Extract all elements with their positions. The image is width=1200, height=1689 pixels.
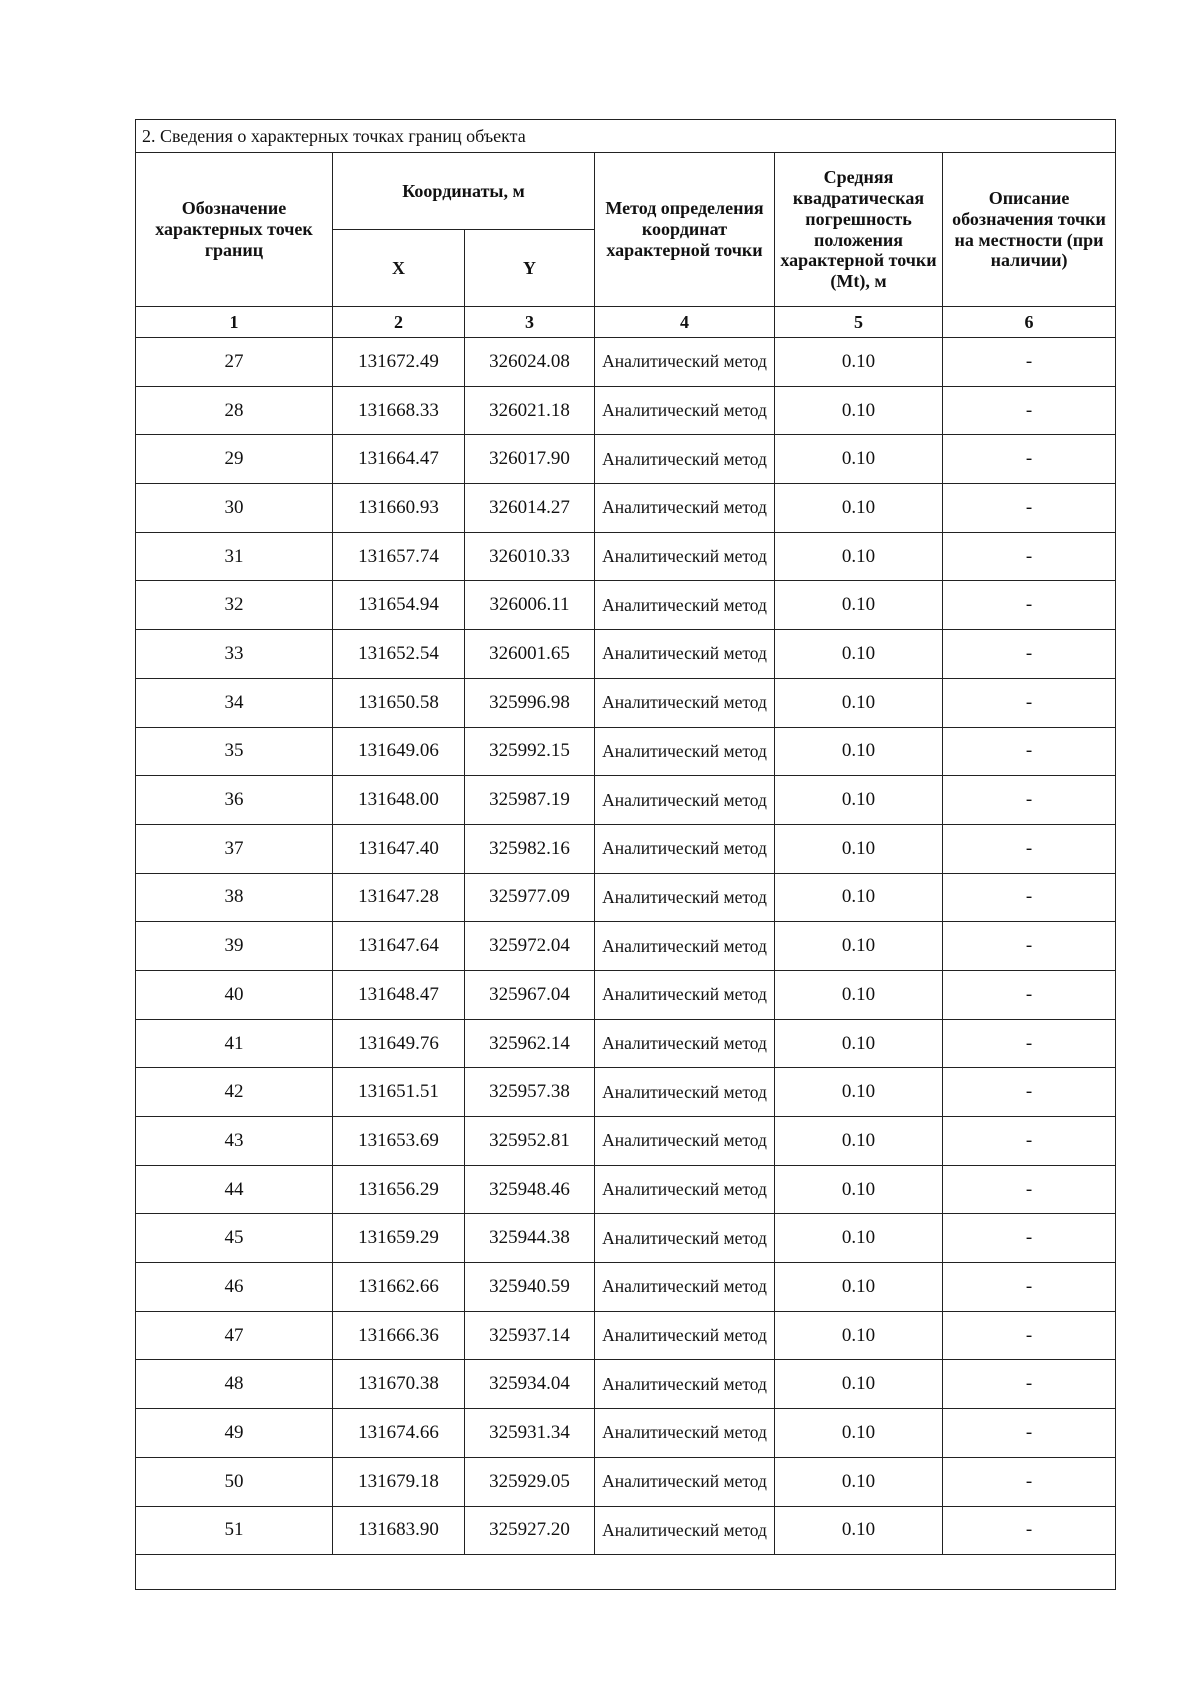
cell-point: 47 [136, 1311, 333, 1360]
section-title: 2. Сведения о характерных точках границ объекта [136, 120, 1116, 153]
table-row [136, 1409, 1116, 1458]
cell-description: - [943, 678, 1116, 727]
empty-cell [136, 1555, 1116, 1590]
cell-y: 326024.08 [465, 338, 595, 387]
cell-y: 325962.14 [465, 1019, 595, 1068]
cell-y: 325948.46 [465, 1165, 595, 1214]
cell-point: 33 [136, 630, 333, 679]
cell-x: 131648.00 [333, 776, 465, 825]
cell-description: - [943, 727, 1116, 776]
cell-description: - [943, 386, 1116, 435]
cell-x: 131657.74 [333, 532, 465, 581]
cell-method: Аналитический метод [595, 678, 775, 727]
column-number: 1 [136, 307, 333, 338]
cell-y: 326014.27 [465, 484, 595, 533]
cell-description: - [943, 970, 1116, 1019]
cell-method: Аналитический метод [595, 1263, 775, 1312]
table-row [136, 338, 1116, 387]
cell-description: - [943, 1214, 1116, 1263]
cell-error: 0.10 [775, 1506, 943, 1555]
cell-description: - [943, 435, 1116, 484]
cell-description: - [943, 1263, 1116, 1312]
cell-x: 131683.90 [333, 1506, 465, 1555]
cell-error: 0.10 [775, 727, 943, 776]
table-row [136, 1068, 1116, 1117]
cell-x: 131653.69 [333, 1117, 465, 1166]
cell-error: 0.10 [775, 1117, 943, 1166]
cell-error: 0.10 [775, 435, 943, 484]
cell-point: 44 [136, 1165, 333, 1214]
cell-y: 325944.38 [465, 1214, 595, 1263]
cell-description: - [943, 1311, 1116, 1360]
cell-method: Аналитический метод [595, 1409, 775, 1458]
table-row [136, 678, 1116, 727]
table-row [136, 1165, 1116, 1214]
cell-error: 0.10 [775, 1311, 943, 1360]
table-row [136, 824, 1116, 873]
cell-point: 36 [136, 776, 333, 825]
cell-description: - [943, 1409, 1116, 1458]
cell-method: Аналитический метод [595, 1360, 775, 1409]
boundary-points-table [135, 119, 1116, 1590]
cell-method: Аналитический метод [595, 727, 775, 776]
cell-point: 39 [136, 922, 333, 971]
table-row [136, 581, 1116, 630]
cell-error: 0.10 [775, 1360, 943, 1409]
cell-x: 131664.47 [333, 435, 465, 484]
cell-error: 0.10 [775, 1214, 943, 1263]
cell-y: 325967.04 [465, 970, 595, 1019]
cell-x: 131670.38 [333, 1360, 465, 1409]
cell-description: - [943, 630, 1116, 679]
column-number: 5 [775, 307, 943, 338]
table-row [136, 1457, 1116, 1506]
cell-error: 0.10 [775, 1019, 943, 1068]
cell-y: 325934.04 [465, 1360, 595, 1409]
table-row [136, 1117, 1116, 1166]
cell-y: 325957.38 [465, 1068, 595, 1117]
cell-method: Аналитический метод [595, 532, 775, 581]
cell-description: - [943, 1506, 1116, 1555]
cell-x: 131674.66 [333, 1409, 465, 1458]
cell-description: - [943, 1068, 1116, 1117]
header-row-top [136, 153, 1116, 230]
column-number: 4 [595, 307, 775, 338]
table-row [136, 970, 1116, 1019]
header-description: Описание обозначения точки на местности (при наличии) [943, 153, 1116, 307]
cell-x: 131662.66 [333, 1263, 465, 1312]
cell-x: 131668.33 [333, 386, 465, 435]
cell-y: 326017.90 [465, 435, 595, 484]
cell-method: Аналитический метод [595, 922, 775, 971]
cell-error: 0.10 [775, 484, 943, 533]
cell-x: 131649.06 [333, 727, 465, 776]
cell-x: 131652.54 [333, 630, 465, 679]
cell-point: 41 [136, 1019, 333, 1068]
cell-error: 0.10 [775, 1409, 943, 1458]
cell-point: 29 [136, 435, 333, 484]
column-number: 2 [333, 307, 465, 338]
header-method: Метод определения координат характерной точки [595, 153, 775, 307]
cell-point: 48 [136, 1360, 333, 1409]
cell-y: 326006.11 [465, 581, 595, 630]
header-error: Средняя квадратическая погрешность положения характерной точки (Mt), м [775, 153, 943, 307]
cell-method: Аналитический метод [595, 1506, 775, 1555]
cell-method: Аналитический метод [595, 1117, 775, 1166]
cell-description: - [943, 338, 1116, 387]
cell-y: 325940.59 [465, 1263, 595, 1312]
cell-method: Аналитический метод [595, 435, 775, 484]
cell-method: Аналитический метод [595, 581, 775, 630]
cell-description: - [943, 532, 1116, 581]
cell-description: - [943, 1457, 1116, 1506]
cell-x: 131647.40 [333, 824, 465, 873]
cell-x: 131654.94 [333, 581, 465, 630]
header-x: X [333, 230, 465, 307]
cell-point: 31 [136, 532, 333, 581]
cell-x: 131651.51 [333, 1068, 465, 1117]
table-row [136, 1263, 1116, 1312]
cell-y: 326001.65 [465, 630, 595, 679]
cell-error: 0.10 [775, 1068, 943, 1117]
cell-point: 34 [136, 678, 333, 727]
cell-point: 30 [136, 484, 333, 533]
cell-x: 131648.47 [333, 970, 465, 1019]
cell-point: 45 [136, 1214, 333, 1263]
table-row [136, 1506, 1116, 1555]
cell-error: 0.10 [775, 1457, 943, 1506]
document-sheet [135, 119, 1115, 1590]
cell-x: 131650.58 [333, 678, 465, 727]
cell-point: 51 [136, 1506, 333, 1555]
cell-y: 326010.33 [465, 532, 595, 581]
cell-y: 325992.15 [465, 727, 595, 776]
cell-x: 131647.28 [333, 873, 465, 922]
cell-error: 0.10 [775, 873, 943, 922]
cell-error: 0.10 [775, 776, 943, 825]
cell-description: - [943, 873, 1116, 922]
cell-method: Аналитический метод [595, 338, 775, 387]
cell-method: Аналитический метод [595, 824, 775, 873]
cell-description: - [943, 776, 1116, 825]
cell-error: 0.10 [775, 338, 943, 387]
table-row [136, 776, 1116, 825]
cell-point: 35 [136, 727, 333, 776]
cell-method: Аналитический метод [595, 484, 775, 533]
cell-y: 325987.19 [465, 776, 595, 825]
cell-method: Аналитический метод [595, 1019, 775, 1068]
column-number: 3 [465, 307, 595, 338]
cell-point: 50 [136, 1457, 333, 1506]
cell-error: 0.10 [775, 1263, 943, 1312]
column-number: 6 [943, 307, 1116, 338]
table-row [136, 386, 1116, 435]
table-row [136, 727, 1116, 776]
cell-x: 131656.29 [333, 1165, 465, 1214]
cell-description: - [943, 1360, 1116, 1409]
cell-x: 131679.18 [333, 1457, 465, 1506]
table-row [136, 630, 1116, 679]
table-row [136, 435, 1116, 484]
cell-method: Аналитический метод [595, 776, 775, 825]
cell-x: 131647.64 [333, 922, 465, 971]
cell-description: - [943, 824, 1116, 873]
cell-description: - [943, 1117, 1116, 1166]
cell-method: Аналитический метод [595, 386, 775, 435]
empty-row [136, 1555, 1116, 1590]
cell-method: Аналитический метод [595, 1311, 775, 1360]
cell-y: 325937.14 [465, 1311, 595, 1360]
cell-error: 0.10 [775, 922, 943, 971]
cell-method: Аналитический метод [595, 1214, 775, 1263]
cell-error: 0.10 [775, 630, 943, 679]
header-point: Обозначение характерных точек границ [136, 153, 333, 307]
column-numbers-row [136, 307, 1116, 338]
header-y: Y [465, 230, 595, 307]
cell-x: 131672.49 [333, 338, 465, 387]
table-row [136, 1019, 1116, 1068]
cell-method: Аналитический метод [595, 873, 775, 922]
cell-error: 0.10 [775, 678, 943, 727]
cell-y: 325931.34 [465, 1409, 595, 1458]
cell-y: 325972.04 [465, 922, 595, 971]
cell-error: 0.10 [775, 970, 943, 1019]
cell-y: 325982.16 [465, 824, 595, 873]
table-row [136, 922, 1116, 971]
cell-error: 0.10 [775, 386, 943, 435]
section-title-row [136, 120, 1116, 153]
cell-method: Аналитический метод [595, 1457, 775, 1506]
cell-method: Аналитический метод [595, 1165, 775, 1214]
cell-description: - [943, 1165, 1116, 1214]
cell-point: 40 [136, 970, 333, 1019]
cell-description: - [943, 581, 1116, 630]
table-row [136, 1360, 1116, 1409]
table-row [136, 873, 1116, 922]
cell-x: 131666.36 [333, 1311, 465, 1360]
cell-x: 131659.29 [333, 1214, 465, 1263]
cell-error: 0.10 [775, 532, 943, 581]
cell-y: 325996.98 [465, 678, 595, 727]
header-coords: Координаты, м [333, 153, 595, 230]
cell-x: 131649.76 [333, 1019, 465, 1068]
table-row [136, 484, 1116, 533]
cell-error: 0.10 [775, 824, 943, 873]
cell-error: 0.10 [775, 1165, 943, 1214]
cell-y: 326021.18 [465, 386, 595, 435]
cell-method: Аналитический метод [595, 630, 775, 679]
cell-point: 42 [136, 1068, 333, 1117]
cell-description: - [943, 922, 1116, 971]
cell-point: 37 [136, 824, 333, 873]
cell-method: Аналитический метод [595, 970, 775, 1019]
cell-point: 49 [136, 1409, 333, 1458]
cell-point: 46 [136, 1263, 333, 1312]
cell-y: 325927.20 [465, 1506, 595, 1555]
cell-point: 32 [136, 581, 333, 630]
cell-y: 325977.09 [465, 873, 595, 922]
table-row [136, 532, 1116, 581]
table-row [136, 1214, 1116, 1263]
table-row [136, 1311, 1116, 1360]
cell-method: Аналитический метод [595, 1068, 775, 1117]
cell-point: 28 [136, 386, 333, 435]
cell-description: - [943, 1019, 1116, 1068]
cell-error: 0.10 [775, 581, 943, 630]
cell-y: 325952.81 [465, 1117, 595, 1166]
cell-y: 325929.05 [465, 1457, 595, 1506]
cell-point: 38 [136, 873, 333, 922]
cell-x: 131660.93 [333, 484, 465, 533]
cell-point: 43 [136, 1117, 333, 1166]
cell-description: - [943, 484, 1116, 533]
cell-point: 27 [136, 338, 333, 387]
